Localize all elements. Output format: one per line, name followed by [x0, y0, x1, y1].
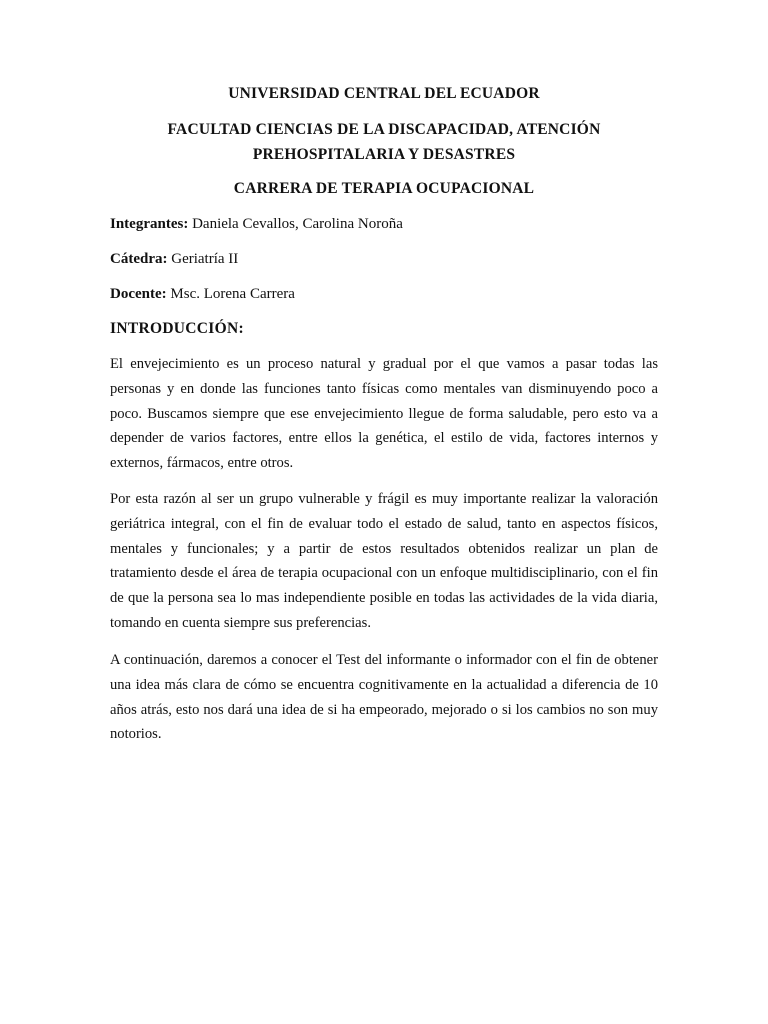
career-title: CARRERA DE TERAPIA OCUPACIONAL — [233, 180, 535, 197]
faculty-title-line-1: FACULTAD CIENCIAS DE LA DISCAPACIDAD, ATENCIÓN — [167, 121, 601, 138]
docente-field — [110, 286, 658, 303]
catedra-label: Cátedra: — [110, 251, 168, 267]
paragraph-2: Por esta razón al ser un grupo vulnerable y frágil es muy importante realizar la valoración geriátrica integral, con el fin de evaluar todo el estado de salud, tanto en aspectos físicos, mentales y funcionales; y a partir de estos resultados obtenidos realizar un plan de tratamiento desde el área de terapia ocupacional con un enfoque multidisciplinario, con el fin de que la persona sea lo mas independiente posible en todas las actividades de la vida diaria, tomando en cuenta siempre sus preferencias. — [110, 491, 658, 631]
faculty-title-line-2: PREHOSPITALARIA Y DESASTRES — [252, 146, 516, 163]
university-title: UNIVERSIDAD CENTRAL DEL ECUADOR — [228, 85, 540, 102]
integrantes-label: Integrantes: — [110, 216, 189, 232]
docente-label: Docente: — [110, 286, 167, 302]
paragraph-1: El envejecimiento es un proceso natural y gradual por el que vamos a pasar todas las personas y en donde las funciones tanto físicas como mentales van disminuyendo poco a poco. Buscamos siempre que ese envejecimiento llegue de forma saludable, pero esto va a depender de varios factores, entre ellos la genética, el estilo de vida, factores internos y externos, fármacos, entre otros. — [110, 356, 658, 472]
catedra-value: Geriatría II — [171, 251, 239, 267]
catedra-field — [110, 251, 658, 268]
paragraph-3: A continuación, daremos a conocer el Test del informante o informador con el fin de obtener una idea más clara de cómo se encuentra cognitivamente en la actualidad a diferencia de 10 años atrás, esto nos dará una idea de si ha empeorado, mejorado o si los cambios no son muy notorios. — [110, 652, 658, 743]
integrantes-value: Daniela Cevallos, Carolina Noroña — [192, 216, 403, 232]
docente-value: Msc. Lorena Carrera — [170, 286, 295, 302]
section-heading: INTRODUCCIÓN: — [110, 320, 244, 337]
integrantes-field — [110, 216, 658, 233]
